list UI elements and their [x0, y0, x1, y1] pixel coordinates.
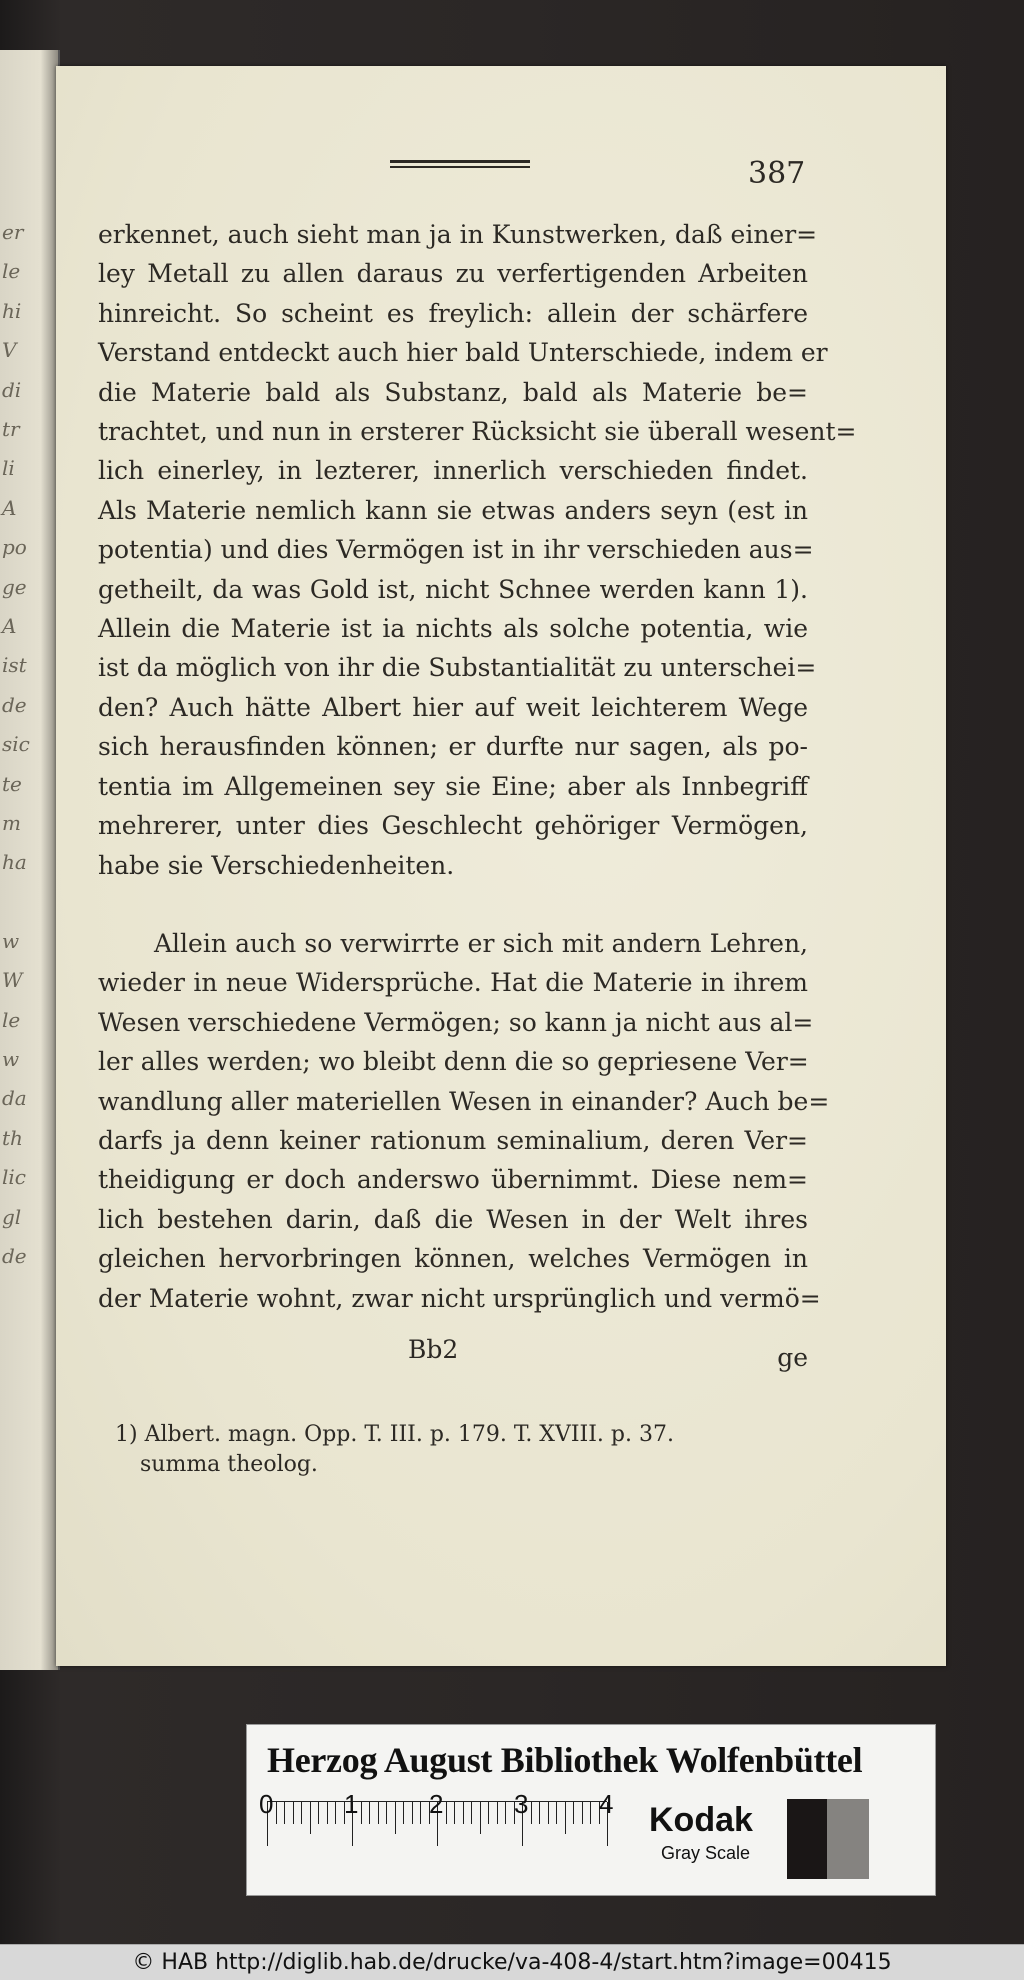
- edge-fragment: ge: [2, 574, 27, 599]
- text-line: wieder in neue Widersprüche. Hat die Materie in ihrem: [98, 968, 808, 998]
- ruler-tick: [497, 1802, 498, 1824]
- text-line: gleichen hervorbringen können, welches Vermögen in: [98, 1244, 808, 1274]
- text-line: ist da möglich von ihr die Substantialität zu unterschei=: [98, 653, 817, 683]
- edge-fragment: sic: [2, 732, 30, 757]
- gray-patch-light: [869, 1799, 913, 1879]
- edge-fragment: th: [2, 1125, 23, 1150]
- ruler-tick: [386, 1802, 387, 1824]
- library-name: Herzog August Bibliothek Wolfenbüttel: [267, 1740, 863, 1780]
- printer-signature: Bb2: [408, 1335, 459, 1364]
- ruler-tick: [412, 1802, 413, 1824]
- ruler-tick: [488, 1802, 489, 1824]
- ruler-number: 1: [344, 1789, 359, 1819]
- edge-fragment: de: [2, 692, 27, 717]
- text-line: ler alles werden; wo bleibt denn die so gepriesene Ver=: [98, 1047, 809, 1077]
- text-line: Allein die Materie ist ia nichts als solche potentia, wie: [98, 614, 808, 644]
- edge-fragment: gl: [2, 1204, 22, 1229]
- ruler-tick: [505, 1802, 506, 1824]
- text-line: hinreicht. So scheint es freylich: allein der schärfere: [98, 298, 808, 328]
- edge-fragment: di: [2, 377, 22, 402]
- text-line: trachtet, und nun in ersterer Rücksicht sie überall wesent=: [98, 417, 857, 447]
- edge-fragment: da: [2, 1086, 27, 1111]
- text-line: erkennet, auch sieht man ja in Kunstwerken, daß einer=: [98, 220, 818, 249]
- edge-fragment: ha: [2, 850, 27, 875]
- text-line: lich bestehen darin, daß die Wesen in der Welt ihres: [98, 1204, 808, 1234]
- text-line: Wesen verschiedene Vermögen; so kann ja nicht aus al=: [98, 1007, 814, 1037]
- copyright-text: © HAB: [132, 1950, 209, 1975]
- text-line: Verstand entdeckt auch hier bald Unterschiede, indem er: [98, 338, 828, 368]
- text-line: habe sie Verschiedenheiten.: [98, 850, 455, 880]
- ruler-tick: [284, 1802, 285, 1824]
- ruler-tick: [590, 1802, 591, 1824]
- ruler-tick: [573, 1802, 574, 1824]
- catchword: ge: [777, 1343, 808, 1372]
- ruler-tick: [310, 1802, 311, 1834]
- ruler-tick: [361, 1802, 362, 1824]
- color-calibration-bar: [246, 1724, 936, 1896]
- edge-fragment: A: [2, 495, 17, 520]
- text-line: der Materie wohnt, zwar nicht ursprünglich und vermö=: [98, 1283, 821, 1313]
- edge-fragment: le: [2, 259, 21, 284]
- gray-patch-mid: [827, 1799, 869, 1879]
- ruler-tick: [582, 1802, 583, 1824]
- ruler-tick: [335, 1802, 336, 1824]
- gray-scale-label: Gray Scale: [661, 1843, 751, 1863]
- ruler-tick: [446, 1802, 447, 1824]
- ruler-tick: [327, 1802, 328, 1824]
- ruler-tick: [378, 1802, 379, 1824]
- ruler-tick: [301, 1802, 302, 1824]
- source-link[interactable]: http://diglib.hab.de/drucke/va-408-4/start.htm?image=00415: [215, 1950, 892, 1975]
- kodak-logo: Kodak: [649, 1801, 753, 1839]
- text-line: potentia) und dies Vermögen ist in ihr verschieden aus=: [98, 535, 814, 565]
- edge-fragment: lic: [2, 1165, 26, 1190]
- text-line: Allein auch so verwirrte er sich mit andern Lehren,: [154, 928, 808, 958]
- text-line: getheilt, da was Gold ist, nicht Schnee werden kann 1).: [98, 574, 808, 604]
- footnote: [115, 1420, 815, 1480]
- edge-fragment: de: [2, 1244, 27, 1268]
- text-line: tentia im Allgemeinen sey sie Eine; aber als Innbegriff: [98, 771, 808, 801]
- edge-fragment: er: [2, 220, 24, 244]
- ruler-number: 4: [599, 1789, 614, 1819]
- ruler-number: 2: [429, 1789, 444, 1819]
- edge-fragment: W: [2, 968, 23, 993]
- text-line: sich herausfinden können; er durfte nur sagen, als po-: [98, 732, 808, 762]
- ruler-tick: [480, 1802, 481, 1834]
- text-line: darfs ja denn keiner rationum seminalium, deren Ver=: [98, 1125, 808, 1155]
- edge-fragment: m: [2, 811, 21, 835]
- ruler-tick: [276, 1802, 277, 1824]
- page-number: 387: [748, 156, 806, 191]
- ruler-tick: [539, 1802, 540, 1824]
- edge-fragment: w: [2, 928, 20, 953]
- edge-fragment: hi: [2, 298, 22, 323]
- footer-bar: [0, 1944, 1024, 1980]
- ruler-tick: [318, 1802, 319, 1824]
- text-line: mehrerer, unter dies Geschlecht gehöriger Vermögen,: [98, 811, 808, 841]
- left-page-edge: [0, 50, 60, 1670]
- text-line: lich einerley, in lezterer, innerlich verschieden findet.: [98, 456, 808, 486]
- ruler-tick: [403, 1802, 404, 1824]
- ruler-tick: [565, 1802, 566, 1834]
- ruler-tick: [471, 1802, 472, 1824]
- edge-fragment: te: [2, 771, 22, 796]
- ruler-tick: [369, 1802, 370, 1824]
- ruler-tick: [463, 1802, 464, 1824]
- ruler-tick: [531, 1802, 532, 1824]
- ruler-tick: [420, 1802, 421, 1824]
- ruler-tick: [293, 1802, 294, 1824]
- paragraph-gap: [98, 885, 808, 924]
- edge-fragment: le: [2, 1007, 21, 1032]
- signature-row: [98, 1335, 808, 1375]
- footnote-line: summa theolog.: [140, 1452, 318, 1477]
- edge-fragment: tr: [2, 417, 20, 441]
- edge-fragment: w: [2, 1047, 20, 1071]
- edge-fragment: po: [2, 535, 27, 560]
- text-line: ley Metall zu allen daraus zu verfertigenden Arbeiten: [98, 259, 808, 289]
- ruler-tick: [454, 1802, 455, 1824]
- text-line: wandlung aller materiellen Wesen in einander? Auch be=: [98, 1086, 830, 1116]
- header-rule: [390, 160, 530, 168]
- ruler-number: 0: [259, 1789, 274, 1819]
- edge-fragment: ist: [2, 653, 27, 678]
- footnote-line: 1) Albert. magn. Opp. T. III. p. 179. T. XVIII. p. 37.: [115, 1422, 674, 1447]
- text-line: Als Materie nemlich kann sie etwas anders seyn (est in: [98, 495, 808, 525]
- edge-fragment: V: [2, 338, 17, 363]
- text-line: theidigung er doch anderswo übernimmt. Diese nem=: [98, 1165, 808, 1195]
- ruler-tick: [556, 1802, 557, 1824]
- edge-fragment: A: [2, 614, 17, 638]
- ruler-tick: [395, 1802, 396, 1834]
- gray-patch-black: [787, 1799, 827, 1879]
- ruler-tick: [548, 1802, 549, 1824]
- body-text: [98, 215, 857, 1318]
- ruler-number: 3: [514, 1789, 529, 1819]
- text-line: den? Auch hätte Albert hier auf weit leichterem Wege: [98, 692, 808, 722]
- text-line: die Materie bald als Substanz, bald als Materie be=: [98, 377, 808, 407]
- edge-fragment: li: [2, 456, 15, 481]
